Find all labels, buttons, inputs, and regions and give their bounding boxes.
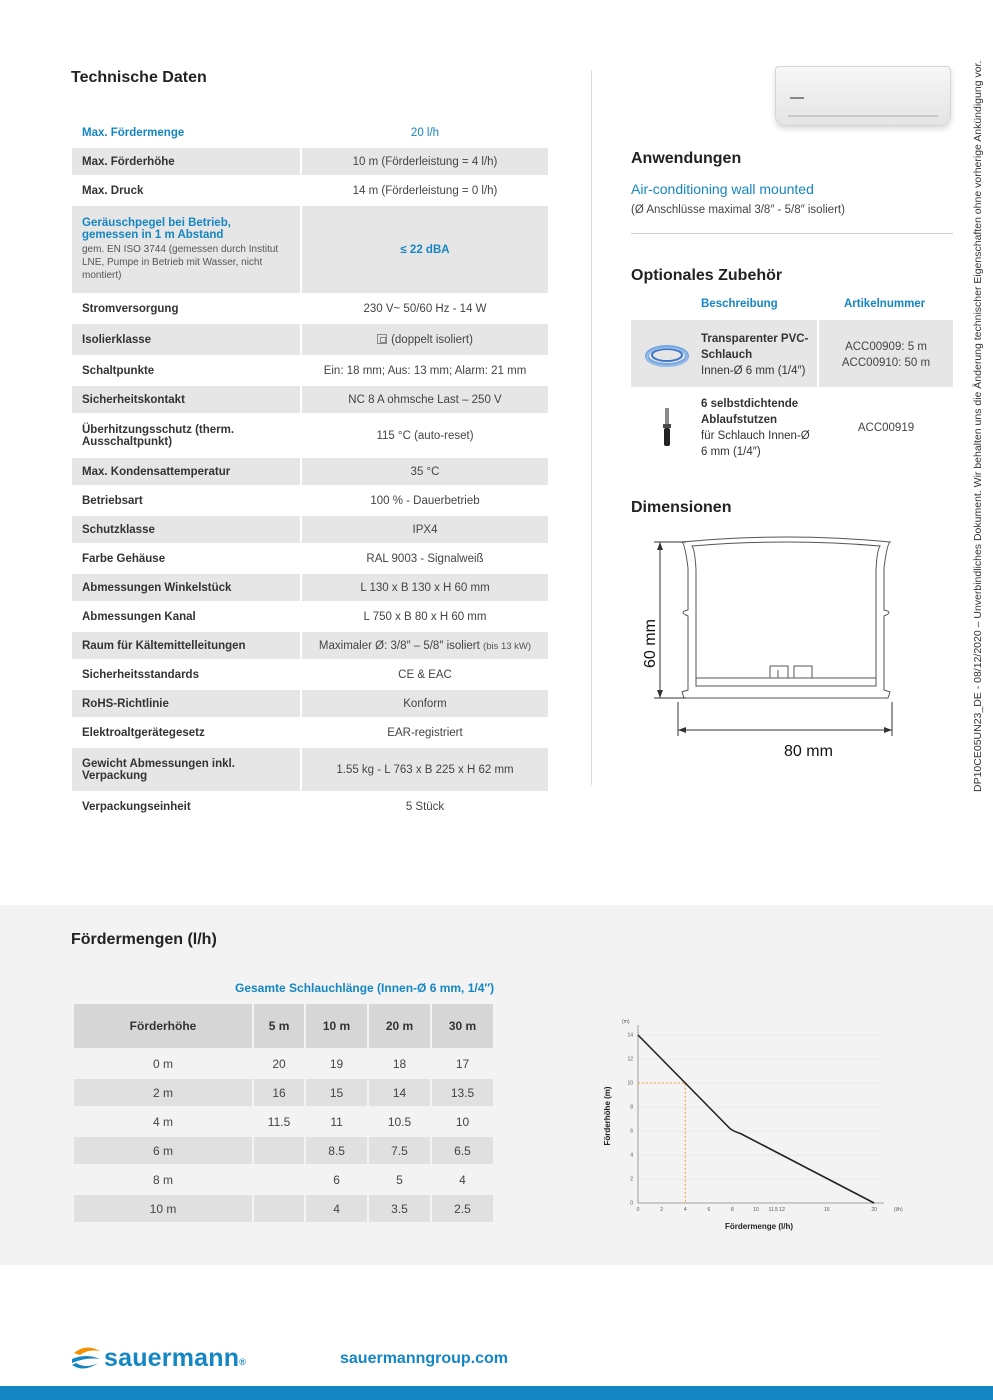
sauermann-swirl-icon	[70, 1343, 102, 1373]
table-row	[72, 357, 548, 384]
tech-value: Konform	[302, 690, 548, 717]
tube-coil-icon	[631, 334, 701, 374]
table-row	[72, 487, 548, 514]
tech-key: Betriebsart	[72, 487, 302, 514]
tech-value: 100 % - Dauerbetrieb	[370, 494, 480, 507]
website-link[interactable]: sauermanngroup.com	[340, 1350, 509, 1367]
flow-cell: 15	[306, 1079, 367, 1106]
flow-cell	[254, 1195, 304, 1222]
chart-y-tick-label: 8	[630, 1104, 633, 1111]
accessory-row	[631, 392, 953, 464]
tech-value: 35 °C	[302, 458, 548, 485]
tech-key: Abmessungen Kanal	[72, 603, 302, 630]
accessory-detail: für Schlauch Innen-Ø 6 mm (1/4″)	[701, 430, 810, 458]
tech-value: ≤ 22 dBA	[302, 206, 548, 293]
table-row	[72, 516, 548, 543]
tech-value: 1.55 kg - L 763 x B 225 x H 62 mm	[302, 748, 548, 791]
flow-header: 20 m	[369, 1004, 430, 1048]
flow-cell: 2.5	[432, 1195, 493, 1222]
accessory-name: 6 selbstdichtende Ablaufstutzen	[701, 398, 799, 426]
pump-curve-chart	[598, 1015, 908, 1245]
flow-cell: 4	[306, 1195, 367, 1222]
applications-title: Anwendungen	[631, 150, 742, 167]
side-note: DP10CE05UN23_DE - 08/12/2020 – Unverbindliches Dokument. Wir behalten uns die Änderung technischer Eigenschaften ohne vorherige Ankündigung vor.	[972, 60, 984, 792]
flow-caption: Gesamte Schlauchlänge (Innen-Ø 6 mm, 1/4″)	[235, 981, 495, 995]
height-dimension-label: 60 mm	[642, 619, 659, 668]
wall-unit-image	[775, 66, 951, 126]
tech-key: Max. Förderhöhe	[72, 148, 302, 175]
flow-title: Fördermengen (l/h)	[71, 931, 217, 948]
dimensions-title: Dimensionen	[631, 499, 732, 516]
chart-x-unit: (l/h)	[894, 1207, 903, 1213]
chart-y-tick-label: 4	[630, 1152, 633, 1159]
tech-value: Maximaler Ø: 3/8″ – 5/8″ isoliert	[318, 639, 480, 652]
tech-value: 20 l/h	[410, 127, 440, 139]
chart-x-tick-label: 2	[660, 1207, 664, 1213]
table-row	[72, 661, 548, 688]
chart-y-tick-label: 12	[627, 1056, 633, 1063]
flow-cell: 13.5	[432, 1079, 493, 1106]
chart-x-tick-label: 6	[707, 1207, 711, 1213]
unit-air-outlet	[788, 115, 938, 117]
tech-value-group	[302, 324, 548, 355]
tech-key: Isolierklasse	[72, 324, 302, 355]
accessory-number	[819, 339, 953, 371]
chart-y-axis-label: Förderhöhe (m)	[603, 1086, 612, 1146]
table-row	[72, 748, 548, 791]
table-row	[72, 603, 548, 630]
flow-cell: 10.5	[369, 1108, 430, 1135]
tech-key: Schutzklasse	[72, 516, 302, 543]
chart-y-tick-label: 10	[627, 1080, 633, 1087]
accessory-name: Transparenter PVC-Schlauch	[701, 333, 809, 361]
accessory-number	[819, 420, 953, 436]
flow-cell: 14	[369, 1079, 430, 1106]
chart-x-tick-label: 4	[683, 1207, 687, 1213]
tech-value-group	[302, 632, 548, 659]
flow-cell: 11	[306, 1108, 367, 1135]
tech-key: Sicherheitsstandards	[72, 661, 302, 688]
tech-key: Gewicht Abmessungen inkl. Verpackung	[72, 748, 302, 791]
table-row	[74, 1079, 493, 1106]
tech-value: 115 °C (auto-reset)	[376, 429, 474, 442]
flow-table	[72, 1002, 495, 1224]
accessory-number-2: ACC00910: 50 m	[841, 357, 931, 369]
table-row	[72, 148, 548, 175]
table-row	[72, 574, 548, 601]
tech-key: Max. Druck	[72, 177, 302, 204]
chart-x-tick-label: 20	[871, 1207, 877, 1213]
tech-value: RAL 9003 - Signalweiß	[366, 552, 484, 565]
footer-bar	[0, 1386, 993, 1400]
flow-cell: 10 m	[74, 1195, 252, 1222]
drain-nozzle-icon	[631, 406, 701, 450]
tech-value: Ein: 18 mm; Aus: 13 mm; Alarm: 21 mm	[323, 364, 527, 377]
tech-value: 10 m (Förderleistung = 4 l/h)	[302, 148, 548, 175]
table-row	[74, 1166, 493, 1193]
flow-cell: 4	[432, 1166, 493, 1193]
table-row	[72, 177, 548, 204]
accessory-col-desc: Beschreibung	[701, 298, 778, 310]
flow-cell: 6.5	[432, 1137, 493, 1164]
flow-cell: 3.5	[369, 1195, 430, 1222]
flow-cell: 8 m	[74, 1166, 252, 1193]
chart-y-tick-label: 2	[630, 1176, 633, 1183]
flow-cell: 4 m	[74, 1108, 252, 1135]
flow-header: Förderhöhe	[74, 1004, 252, 1048]
flow-header: 30 m	[432, 1004, 493, 1048]
tech-key: Schaltpunkte	[72, 357, 302, 384]
table-row	[72, 324, 548, 355]
tech-value-note: (bis 13 kW)	[483, 640, 532, 652]
tech-value: EAR-registriert	[387, 726, 463, 739]
flow-cell: 20	[254, 1050, 304, 1077]
registered-mark: ®	[239, 1357, 247, 1367]
chart-x-tick-label: 0	[636, 1207, 640, 1213]
tech-value: L 130 x B 130 x H 60 mm	[302, 574, 548, 601]
brand-wordmark: sauermann	[104, 1344, 240, 1372]
tech-table	[72, 118, 548, 822]
application-link[interactable]: Air-conditioning wall mounted	[631, 181, 814, 197]
chart-y-tick-label: 0	[630, 1200, 633, 1207]
tech-value: CE & EAC	[398, 668, 452, 681]
column-divider	[591, 70, 592, 785]
flow-cell	[254, 1166, 304, 1193]
flow-cell: 6 m	[74, 1137, 252, 1164]
tech-key: Überhitzungsschutz (therm. Ausschaltpunkt)	[72, 415, 302, 456]
tech-value: (doppelt isoliert)	[391, 333, 473, 346]
flow-header: 10 m	[306, 1004, 367, 1048]
chart-y-tick-label: 14	[627, 1032, 633, 1039]
flow-cell: 10	[432, 1108, 493, 1135]
tech-key: Verpackungseinheit	[72, 793, 302, 820]
application-note: (Ø Anschlüsse maximal 3/8″ - 5/8″ isoliert)	[631, 204, 845, 216]
table-row	[72, 415, 548, 456]
unit-logo-mark	[790, 97, 804, 99]
tech-key: Sicherheitskontakt	[72, 386, 302, 413]
table-row	[72, 120, 548, 146]
table-row	[72, 206, 548, 293]
tech-key-group	[72, 206, 302, 293]
flow-cell: 19	[306, 1050, 367, 1077]
table-row	[74, 1195, 493, 1222]
table-row	[72, 719, 548, 746]
flow-cell	[254, 1137, 304, 1164]
accessory-col-num: Artikelnummer	[844, 298, 926, 310]
flow-cell: 11.5	[254, 1108, 304, 1135]
dimension-drawing	[630, 530, 930, 770]
table-row	[72, 295, 548, 322]
tech-value: L 750 x B 80 x H 60 mm	[363, 610, 487, 623]
tech-key: Max. Fördermenge	[72, 120, 302, 146]
tech-value: IPX4	[302, 516, 548, 543]
flow-cell: 0 m	[74, 1050, 252, 1077]
tech-value: 230 V~ 50/60 Hz - 14 W	[363, 302, 487, 315]
flow-cell: 18	[369, 1050, 430, 1077]
width-dimension-label: 80 mm	[784, 743, 833, 760]
accessory-desc	[701, 396, 819, 460]
table-row	[74, 1137, 493, 1164]
tech-value: NC 8 A ohmsche Last – 250 V	[302, 386, 548, 413]
chart-x-tick-label: 16	[824, 1207, 830, 1213]
table-row	[72, 458, 548, 485]
accessories-title: Optionales Zubehör	[631, 267, 783, 284]
flow-cell: 8.5	[306, 1137, 367, 1164]
chart-x-tick-label: 8	[731, 1207, 734, 1213]
tech-value: 14 m (Förderleistung = 0 l/h)	[352, 184, 498, 197]
section-divider	[631, 233, 953, 234]
flow-header: 5 m	[254, 1004, 304, 1048]
flow-cell: 6	[306, 1166, 367, 1193]
flow-header-row	[74, 1004, 493, 1048]
table-row	[72, 632, 548, 659]
tech-key: Geräuschpegel bei Betrieb, gemessen in 1 m Abstand	[82, 217, 231, 241]
table-row	[72, 690, 548, 717]
chart-y-unit: (m)	[622, 1019, 630, 1025]
accessory-desc	[701, 331, 819, 379]
table-row	[74, 1108, 493, 1135]
tech-key: Farbe Gehäuse	[72, 545, 302, 572]
double-insulation-icon	[377, 334, 387, 344]
table-row	[74, 1050, 493, 1077]
chart-x-axis-label: Fördermenge (l/h)	[724, 1222, 794, 1231]
flow-cell: 17	[432, 1050, 493, 1077]
flow-cell: 2 m	[74, 1079, 252, 1106]
accessory-row	[631, 320, 953, 387]
flow-cell: 5	[369, 1166, 430, 1193]
tech-key: Abmessungen Winkelstück	[72, 574, 302, 601]
tech-key-sub: gem. EN ISO 3744 (gemessen durch Institut LNE, Pumpe in Betrieb mit Wasser, nicht montiert)	[82, 244, 279, 281]
table-row	[72, 545, 548, 572]
tech-key: Max. Kondensattemperatur	[72, 458, 302, 485]
table-row	[72, 386, 548, 413]
accessory-number-1: ACC00919	[857, 422, 915, 434]
accessory-number-1: ACC00909: 5 m	[845, 341, 927, 353]
tech-key: Stromversorgung	[72, 295, 302, 322]
flow-cell: 16	[254, 1079, 304, 1106]
tech-value: 5 Stück	[405, 800, 445, 813]
tech-key: Elektroaltgerätegesetz	[72, 719, 302, 746]
flow-cell: 7.5	[369, 1137, 430, 1164]
accessory-detail: Innen-Ø 6 mm (1/4″)	[701, 365, 806, 377]
brand-name	[104, 1343, 246, 1373]
table-row	[72, 793, 548, 820]
tech-key: RoHS-Richtlinie	[72, 690, 302, 717]
chart-y-tick-label: 6	[630, 1128, 633, 1135]
tech-key: Raum für Kältemittelleitungen	[72, 632, 302, 659]
chart-x-tick-label: 10	[753, 1207, 759, 1213]
chart-x-tick-label: 11.5 12	[768, 1207, 785, 1213]
tech-title: Technische Daten	[71, 69, 207, 86]
